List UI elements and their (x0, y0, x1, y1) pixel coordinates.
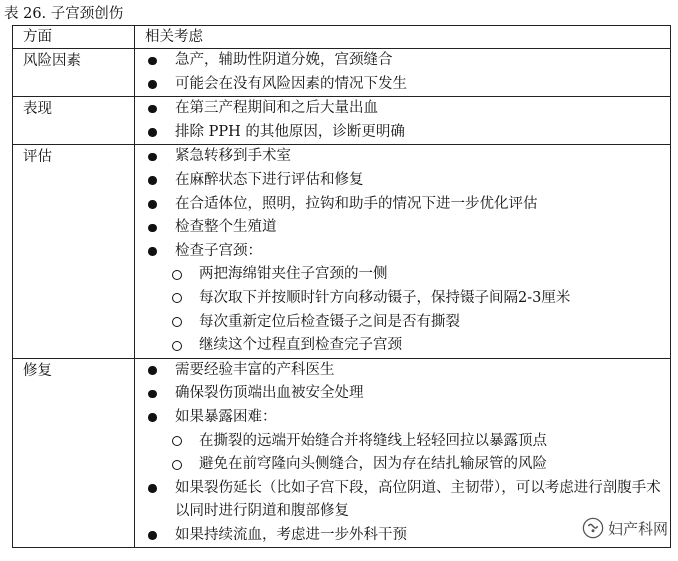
bullet-text: 每次取下并按顺时针方向移动镊子，保持镊子间隔2-3厘米 (199, 289, 571, 306)
hollow-bullet-icon (172, 317, 182, 327)
bullet-text: 检查子宫颈： (175, 242, 262, 259)
hollow-bullet-icon (172, 436, 182, 446)
bullet-text: 如果暴露困难： (175, 408, 277, 425)
bullet-item (135, 359, 670, 383)
filled-bullet-icon (148, 484, 157, 493)
table-row (13, 97, 671, 145)
filled-bullet-icon (148, 105, 157, 114)
bullet-item (135, 73, 670, 97)
bullet-text: 在合适体位，照明，拉钩和助手的情况下进一步优化评估 (175, 195, 538, 212)
bullet-text: 继续这个过程直到检查完子宫颈 (199, 337, 402, 354)
aspect-cell: 表现 (13, 97, 135, 145)
filled-bullet-icon (148, 390, 157, 399)
table-row (13, 145, 671, 358)
sub-bullet-item (135, 287, 670, 311)
considerations-cell (135, 97, 671, 145)
watermark (582, 515, 668, 541)
filled-bullet-icon (148, 366, 157, 375)
wechat-logo-icon (582, 517, 604, 539)
filled-bullet-icon (148, 153, 157, 162)
bullet-item (135, 382, 670, 406)
table-row (13, 358, 671, 548)
bullet-text: 确保裂伤顶端出血被安全处理 (175, 385, 364, 402)
filled-bullet-icon (148, 224, 157, 233)
bullet-text: 每次重新定位后检查镊子之间是否有撕裂 (199, 313, 460, 330)
bullet-item (135, 169, 670, 193)
bullet-text: 可能会在没有风险因素的情况下发生 (175, 75, 407, 92)
bullet-item (135, 193, 670, 217)
bullet-item (135, 49, 670, 73)
bullet-text: 需要经验丰富的产科医生 (175, 361, 335, 378)
bullet-text: 在撕裂的远端开始缝合并将缝线上轻轻回拉以暴露顶点 (199, 432, 547, 449)
considerations-cell (135, 145, 671, 358)
sub-bullet-item (135, 311, 670, 335)
sub-bullet-item (135, 334, 670, 358)
watermark-text: 妇产科网 (607, 519, 668, 538)
bullet-text: 急产，辅助性阴道分娩，宫颈缝合 (175, 52, 393, 68)
bullet-text: 如果裂伤延长（比如子宫下段，高位阴道、主韧带），可以考虑进行剖腹手术以同时进行阴道和腹部修复 (175, 479, 661, 520)
hollow-bullet-icon (172, 341, 182, 351)
header-aspect: 方面 (13, 26, 135, 49)
bullet-text: 两把海绵钳夹住子宫颈的一侧 (199, 266, 388, 283)
bullet-item (135, 97, 670, 121)
filled-bullet-icon (148, 128, 157, 137)
filled-bullet-icon (148, 176, 157, 185)
filled-bullet-icon (148, 57, 157, 66)
bullet-item (135, 406, 670, 430)
bullet-text: 排除 PPH 的其他原因，诊断更明确 (175, 123, 405, 140)
aspect-cell: 风险因素 (13, 49, 135, 97)
hollow-bullet-icon (172, 460, 182, 470)
filled-bullet-icon (148, 200, 157, 209)
bullet-item (135, 216, 670, 240)
table-caption: 表 26. 子宫颈创伤 (4, 6, 124, 22)
bullet-item (135, 240, 670, 264)
header-considerations: 相关考虑 (135, 26, 671, 49)
aspect-cell: 评估 (13, 145, 135, 358)
bullet-item (135, 121, 670, 145)
bullet-text: 避免在前穹隆向头侧缝合，因为存在结扎输尿管的风险 (199, 456, 547, 473)
hollow-bullet-icon (172, 270, 182, 280)
bullet-text: 在第三产程期间和之后大量出血 (175, 100, 378, 117)
sub-bullet-item (135, 430, 670, 454)
sub-bullet-item (135, 263, 670, 287)
filled-bullet-icon (148, 247, 157, 256)
bullet-text: 如果持续流血，考虑进一步外科干预 (175, 526, 407, 543)
filled-bullet-icon (148, 413, 157, 422)
sub-bullet-item (135, 453, 670, 477)
considerations-cell (135, 49, 671, 97)
hollow-bullet-icon (172, 293, 182, 303)
bullet-item (135, 145, 670, 169)
aspect-cell: 修复 (13, 358, 135, 548)
table-header-row (13, 26, 671, 49)
table-row (13, 49, 671, 97)
cervical-trauma-table (12, 25, 671, 548)
bullet-text: 检查整个生殖道 (175, 219, 277, 236)
bullet-text: 在麻醉状态下进行评估和修复 (175, 171, 364, 188)
bullet-text: 紧急转移到手术室 (175, 148, 291, 165)
filled-bullet-icon (148, 80, 157, 89)
filled-bullet-icon (148, 531, 157, 540)
